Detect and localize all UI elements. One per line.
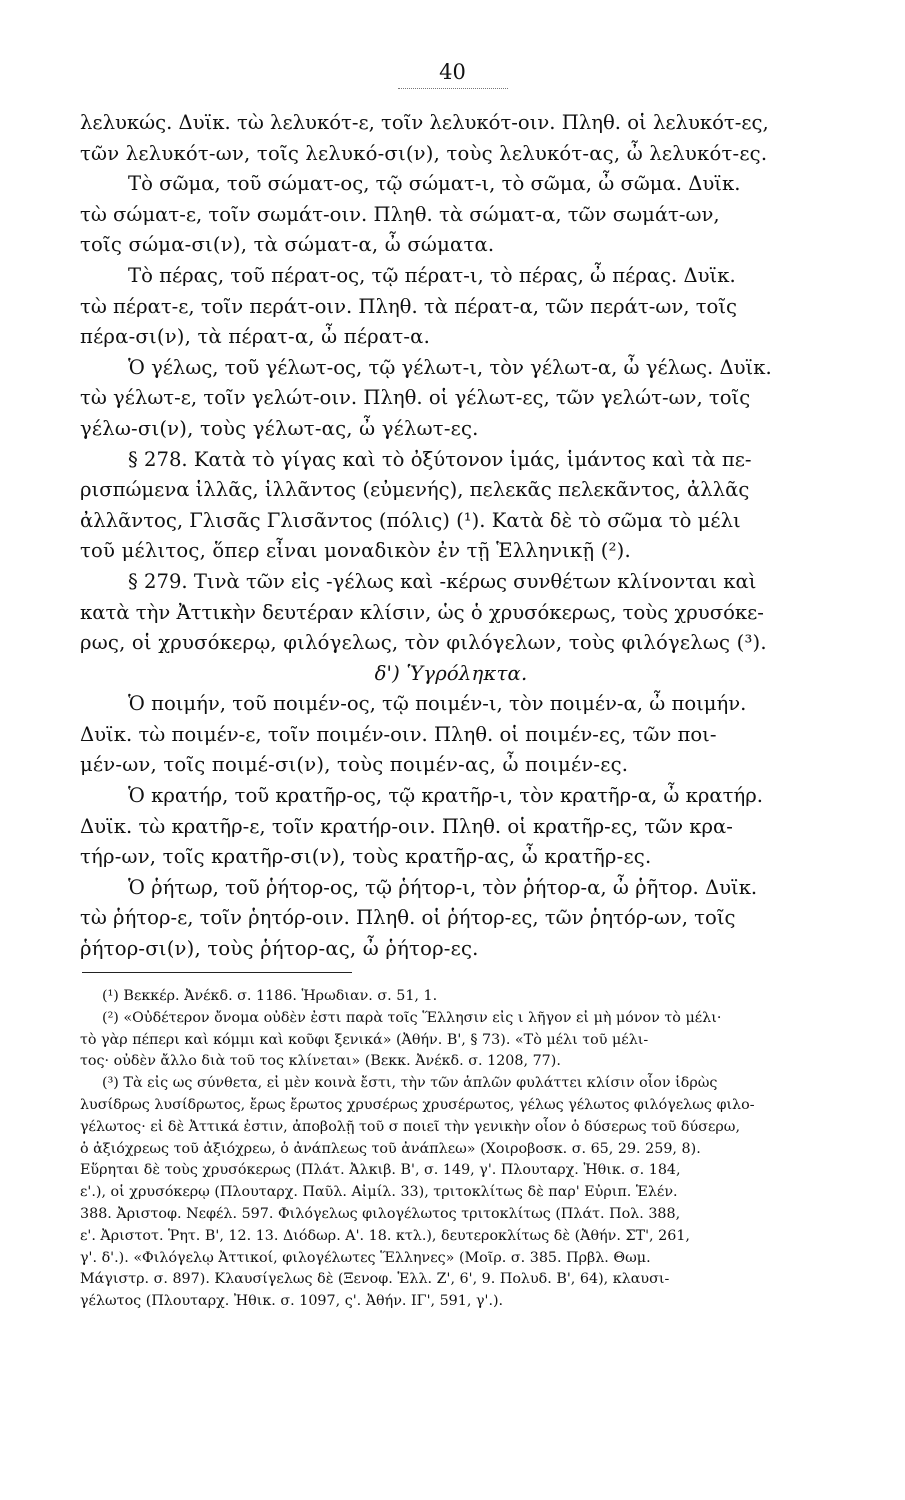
text-line: τοῖς σώμα-σι(ν), τὰ σώματ-α, ὦ σώματα. [80,233,495,257]
footnote-line: γ'. δ'.). «Φιλόγελῳ Ἀττικοί, φιλογέλωτες Ἕλληνες» (Μοῖρ. σ. 385. Πρβλ. Θωμ. [80,1249,651,1266]
text-line: Δυϊκ. τὼ κρατῆρ-ε, τοῖν κρατήρ-οιν. Πληθ. οἱ κρατῆρ-ες, τῶν κρα- [80,814,733,838]
text-line: τὼ ῥήτορ-ε, τοῖν ῥητόρ-οιν. Πληθ. οἱ ῥήτορ-ες, τῶν ῥητόρ-ων, τοῖς [80,906,736,930]
text-line: Τὸ σῶμα, τοῦ σώματ-ος, τῷ σώματ-ι, τὸ σῶμα, ὦ σῶμα. Δυϊκ. [128,172,741,196]
text-line: Ὁ ῥήτωρ, τοῦ ῥήτορ-ος, τῷ ῥήτορ-ι, τὸν ῥήτορ-α, ὦ ῥῆτορ. Δυϊκ. [128,875,758,899]
footnotes [80,986,822,1313]
section-heading: δ') Ὑγρόληκτα. [374,661,528,685]
text-line: κατὰ τὴν Ἀττικὴν δευτέραν κλίσιν, ὡς ὁ χρυσόκερως, τοὺς χρυσόκε- [80,600,764,624]
text-line: Ὁ ποιμήν, τοῦ ποιμέν-ος, τῷ ποιμέν-ι, τὸν ποιμέν-α, ὦ ποιμήν. [128,692,747,716]
footnote-line: γέλωτος (Πλουταρχ. Ἠθικ. σ. 1097, ς'. Ἀθήν. ΙΓ', 591, γ'.). [80,1293,504,1310]
text-line: λελυκώς. Δυϊκ. τὼ λελυκότ-ε, τοῖν λελυκότ-οιν. Πληθ. οἱ λελυκότ-ες, [80,111,769,134]
text-line: τοῦ μέλιτος, ὅπερ εἶναι μοναδικὸν ἐν τῇ Ἑλληνικῇ (²). [80,539,631,563]
text-line: Τὸ πέρας, τοῦ πέρατ-ος, τῷ πέρατ-ι, τὸ πέρας, ὦ πέρας. Δυϊκ. [128,263,736,287]
footnote-line: Εὕρηται δὲ τοὺς χρυσόκερως (Πλάτ. Ἀλκιβ. Β', σ. 149, γ'. Πλουταρχ. Ἠθικ. σ. 184, [80,1162,681,1179]
footnote-line: ὁ ἀξιόχρεως τοῦ ἀξιόχρεω, ὁ ἀνάπλεως τοῦ ἀνάπλεω» (Χοιροβοσκ. σ. 65, 29. 259, 8). [80,1140,701,1157]
text-line: § 278. Κατὰ τὸ γίγας καὶ τὸ ὀξύτονον ἱμάς, ἱμάντος καὶ τὰ πε- [128,447,752,471]
footnote-divider [82,972,352,973]
main-text [80,108,822,965]
text-line: ρως, οἱ χρυσόκερῳ, φιλόγελως, τὸν φιλόγελων, τοὺς φιλόγελως (³). [80,631,767,655]
text-line: τὼ σώματ-ε, τοῖν σωμάτ-οιν. Πληθ. τὰ σώματ-α, τῶν σωμάτ-ων, [80,202,720,226]
footnote-line: τος· οὐδὲν ἄλλο διὰ τοῦ τος κλίνεται» (Βεκκ. Ἀνέκδ. σ. 1208, 77). [80,1053,561,1070]
text-line: Δυϊκ. τὼ ποιμέν-ε, τοῖν ποιμέν-οιν. Πληθ. οἱ ποιμέν-ες, τῶν ποι- [80,722,717,746]
footnote-line: ε'. Ἀριστοτ. Ῥητ. Β', 12. 13. Διόδωρ. Α'. 18. κτλ.), δευτεροκλίτως δὲ (Ἀθήν. ΣΤ', 261, [80,1227,690,1244]
footnote-line: Μάγιστρ. σ. 897). Κλαυσίγελως δὲ (Ξενοφ. Ἑλλ. Ζ', 6', 9. Πολυδ. Β', 64), κλαυσι- [80,1271,670,1288]
footnote-line: (¹) Βεκκέρ. Ἀνέκδ. σ. 1186. Ἡρωδιαν. σ. 51, 1. [102,988,438,1004]
page-number-ornament [398,88,508,89]
footnote-line: λυσίδρως λυσίδρωτος, ἔρως ἔρωτος χρυσέρως χρυσέρωτος, γέλως γέλωτος φιλόγελως φιλο- [80,1096,755,1113]
text-line: ῥήτορ-σι(ν), τοὺς ῥήτορ-ας, ὦ ῥήτορ-ες. [80,937,479,961]
footnote-line: 388. Ἀριστοφ. Νεφέλ. 597. Φιλόγελως φιλογέλωτος τριτοκλίτως (Πλάτ. Πολ. 388, [80,1205,681,1222]
text-line: γέλω-σι(ν), τοὺς γέλωτ-ας, ὦ γέλωτ-ες. [80,416,479,440]
footnote-line: ε'.), οἱ χρυσόκερῳ (Πλουταρχ. Παῦλ. Αἰμίλ. 33), τριτοκλίτως δὲ παρ' Εὐριπ. Ἑλέν. [80,1184,678,1201]
text-line: τήρ-ων, τοῖς κρατῆρ-σι(ν), τοὺς κρατῆρ-ας, ὦ κρατῆρ-ες. [80,845,652,869]
text-line: τὼ πέρατ-ε, τοῖν περάτ-οιν. Πληθ. τὰ πέρατ-α, τῶν περάτ-ων, τοῖς [80,294,737,318]
text-line: Ὁ κρατήρ, τοῦ κρατῆρ-ος, τῷ κρατῆρ-ι, τὸν κρατῆρ-α, ὦ κρατήρ. [128,784,763,808]
footnote-line: (³) Τὰ εἰς ως σύνθετα, εἰ μὲν κοινὰ ἔστι, τὴν τῶν ἁπλῶν φυλάττει κλίσιν οἷον ἱδρὼς [102,1075,718,1092]
text-line: § 279. Τινὰ τῶν εἰς -γέλως καὶ -κέρως συνθέτων κλίνονται καὶ [128,569,757,593]
text-line: ἀλλᾶντος, Γλισᾶς Γλισᾶντος (πόλις) (¹). Κατὰ δὲ τὸ σῶμα τὸ μέλι [80,508,741,532]
text-line: τὼ γέλωτ-ε, τοῖν γελώτ-οιν. Πληθ. οἱ γέλωτ-ες, τῶν γελώτ-ων, τοῖς [80,386,751,410]
text-line: ρισπώμενα ἱλλᾶς, ἱλλᾶντος (εὐμενής), πελεκᾶς πελεκᾶντος, ἀλλᾶς [80,478,750,502]
text-line: Ὁ γέλως, τοῦ γέλωτ-ος, τῷ γέλωτ-ι, τὸν γέλωτ-α, ὦ γέλως. Δυϊκ. [128,355,772,379]
footnote-line: (²) «Οὐδέτερον ὄνομα οὐδὲν ἐστι παρὰ τοῖς Ἕλλησιν εἰς ι λῆγον εἰ μὴ μόνον τὸ μέλι· [102,1009,722,1026]
text-line: τῶν λελυκότ-ων, τοῖς λελυκό-σι(ν), τοὺς λελυκότ-ας, ὦ λελυκότ-ες. [80,141,768,165]
footnote-line: τὸ γὰρ πέπερι καὶ κόμμι καὶ κοῦφι ξενικά» (Ἀθήν. Β', § 73). «Τὸ μέλι τοῦ μέλι- [80,1031,649,1048]
footnote-line: γέλωτος· εἰ δὲ Ἀττικά ἐστιν, ἀποβολῇ τοῦ σ ποιεῖ τὴν γενικὴν οἷον ὁ δύσερως τοῦ δύσερω, [80,1118,741,1135]
page-number: 40 [439,60,466,84]
text-line: μέν-ων, τοῖς ποιμέ-σι(ν), τοὺς ποιμέν-ας, ὦ ποιμέν-ες. [80,753,629,777]
text-line: πέρα-σι(ν), τὰ πέρατ-α, ὦ πέρατ-α. [80,325,431,349]
